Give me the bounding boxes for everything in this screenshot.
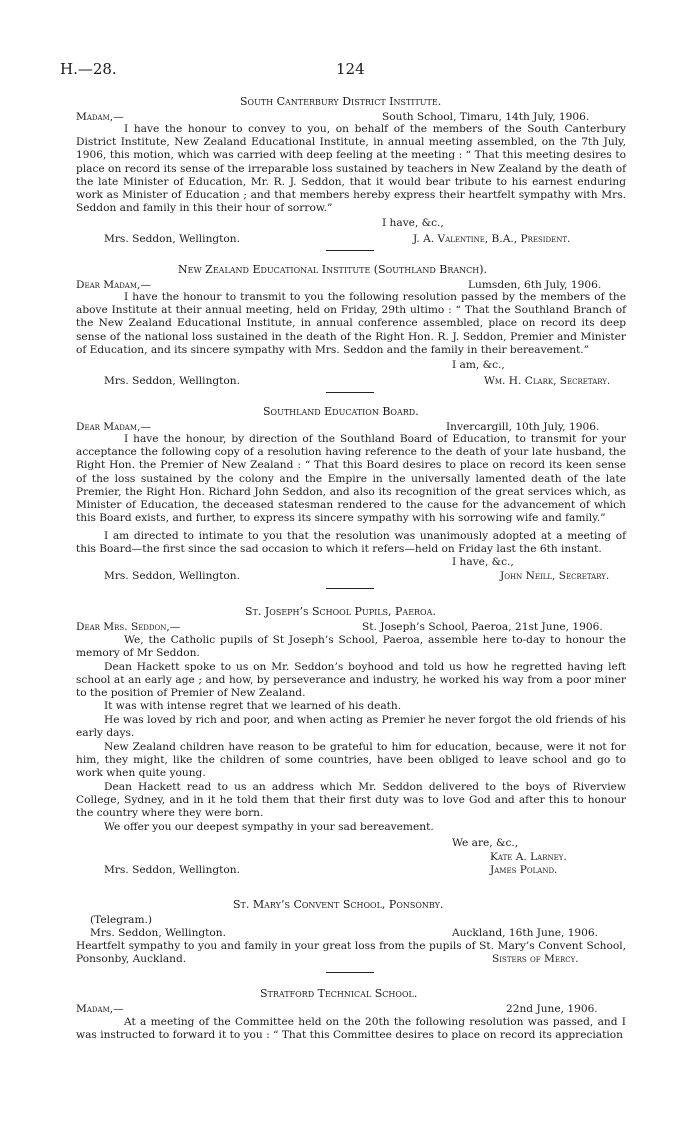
section-title: Stratford Technical School. [260, 987, 418, 1000]
section-divider [326, 250, 374, 251]
paragraph: It was with intense regret that we learned of his death. [104, 700, 402, 712]
telegram-body: Heartfelt sympathy to you and family in your great loss from the pupils of St. Mary’s Convent School, Ponsonby, Auckland. [76, 940, 626, 966]
signature: John Neill, Secretary. [500, 570, 610, 582]
section-title: St. Mary’s Convent School, Ponsonby. [233, 898, 444, 911]
addressee: Mrs. Seddon, Wellington. [104, 375, 240, 387]
signature: Wm. H. Clark, Secretary. [484, 375, 611, 387]
paragraph: Dean Hackett spoke to us on Mr. Seddon’s boyhood and told us how he regretted having left school at an early age ; and how, by perseverance and industry, he worked his way from a poor miner to the position of Premier of New Zealand. [76, 661, 626, 700]
telegram-note: (Telegram.) [90, 914, 153, 926]
salutation: Dear Madam,— [76, 421, 151, 433]
signature: James Poland. [490, 864, 558, 876]
addressee: Mrs. Seddon, Wellington. [104, 864, 240, 876]
paragraph: We offer you our deepest sympathy in your sad bereavement. [104, 821, 434, 833]
letter-body: At a meeting of the Committee held on the 20th the following resolution was passed, and I was instructed to forward it to you : “ That this Committee desires to place on record its appreciation [76, 1016, 626, 1042]
section-title: New Zealand Educational Institute (Southland Branch). [178, 263, 488, 276]
place-date: St. Joseph’s School, Paeroa, 21st June, 1906. [362, 621, 603, 633]
place-date: South School, Timaru, 14th July, 1906. [382, 111, 590, 123]
closing: I have, &c., [452, 556, 514, 568]
section-divider [326, 588, 374, 589]
salutation: Dear Madam,— [76, 279, 151, 291]
place-date: Auckland, 16th June, 1906. [452, 927, 599, 939]
closing: I have, &c., [382, 217, 444, 229]
paragraph: Dean Hackett read to us an address which Mr. Seddon delivered to the boys of Riverview College, Sydney, and in it he told them that their first duty was to love God and after this to honour the country where they were born. [76, 781, 626, 820]
letter-body-continued: I am directed to intimate to you that the resolution was unanimously adopted at a meeting of this Board—the first since the sad occasion to which it refers—held on Friday last the 6th instant. [76, 530, 626, 556]
section-divider [326, 972, 374, 973]
salutation: Madam,— [76, 1003, 124, 1015]
letter-body: I have the honour to transmit to you the following resolution passed by the members of the above Institute at their annual meeting, held on Friday, 29th ultimo : “ That the Southland Branch of the New Zealand Educational Institute, in annual conference assembled, place on record its deep sense of the national loss sustained in the death of the Right Hon. R. J. Seddon, Premier and Minister of Education, and its sincere sympathy with Mrs. Seddon and the family in their bereavement.” [76, 291, 626, 356]
closing: We are, &c., [452, 837, 519, 849]
addressee: Mrs. Seddon, Wellington. [104, 233, 240, 245]
closing: I am, &c., [452, 359, 505, 371]
salutation: Dear Mrs. Seddon,— [76, 621, 181, 633]
paragraph: He was loved by rich and poor, and when acting as Premier he never forgot the old friends of his early days. [76, 714, 626, 740]
paragraph: We, the Catholic pupils of St Joseph’s School, Paeroa, assemble here to-day to honour the memory of Mr Seddon. [76, 634, 626, 660]
letter-body: I have the honour to convey to you, on behalf of the members of the South Canterbury District Institute, New Zealand Educational Institute, in annual meeting assembled, on the 7th July, 1906, this motion, which was carried with deep feeling at the meeting : “ That this meeting desires to place on record its sense of the irreparable loss sustained by teachers in New Zealand by the death of the late Minister of Education, Mr. R. J. Seddon, that it would bear tribute to his earnest enduring work as Minister of Education ; and that members hereby express their heartfelt sympathy with Mrs. Seddon and family in this their hour of sorrow.” [76, 123, 626, 215]
signature: Sisters of Mercy. [492, 953, 579, 965]
place-date: Lumsden, 6th July, 1906. [468, 279, 602, 291]
letter-body: I have the honour, by direction of the Southland Board of Education, to transmit for your acceptance the following copy of a resolution having reference to the death of your late husband, the Right Hon. the Premier of New Zealand : “ That this Board desires to place on record its keen sense of the loss sustained by the colony and the Empire in the universally lamented death of the late Premier, the Right Hon. Richard John Seddon, and also its recognition of the great services which, as Minister of Education, the deceased statesman rendered to the cause for the advancement of which this Board exists, and further, to express its sincere sympathy with his sorrowing wife and family.” [76, 433, 626, 525]
salutation: Madam,— [76, 111, 124, 123]
place-date: Invercargill, 10th July, 1906. [446, 421, 600, 433]
section-title: St. Joseph’s School Pupils, Paeroa. [245, 605, 436, 618]
place-date: 22nd June, 1906. [506, 1003, 598, 1015]
document-reference: H.—28. [60, 60, 117, 78]
paragraph: New Zealand children have reason to be grateful to him for education, because, were it not for him, they might, like the children of some countries, have been obliged to leave school and go to work when quite young. [76, 741, 626, 780]
signature: J. A. Valentine, B.A., President. [413, 233, 571, 245]
page-number: 124 [336, 60, 365, 78]
section-title: Southland Education Board. [263, 405, 419, 418]
addressee: Mrs. Seddon, Wellington. [90, 927, 226, 939]
signature: Kate A. Larney. [490, 851, 567, 863]
section-title: South Canterbury District Institute. [240, 95, 442, 108]
section-divider [326, 392, 374, 393]
addressee: Mrs. Seddon, Wellington. [104, 570, 240, 582]
